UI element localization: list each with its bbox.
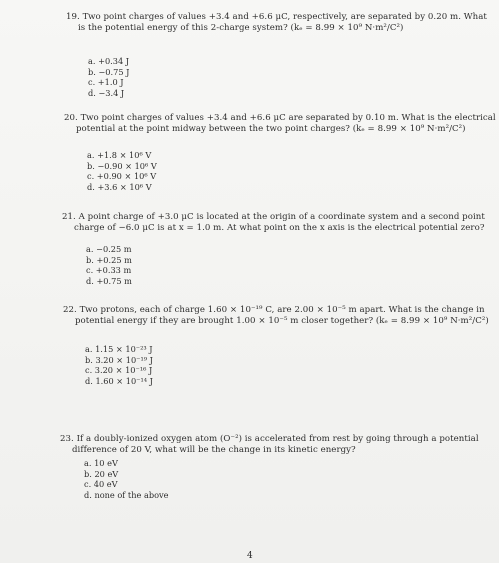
question-stem-line: 20. Two point charges of values +3.4 and +6.6 μC are separated by 0.10 m. What is the electrical	[64, 113, 496, 123]
question-stem	[63, 305, 489, 327]
question-stem	[66, 12, 487, 34]
question-stem-line: 23. If a doubly-ionized oxygen atom (O⁻²) is accelerated from rest by going through a potential	[60, 434, 479, 444]
answer-option-c[interactable]: c. +1.0 J	[88, 77, 124, 88]
answer-option-c[interactable]: c. 40 eV	[84, 479, 118, 490]
question-stem-line: difference of 20 V, what will be the change in its kinetic energy?	[72, 445, 356, 455]
question-stem-line: charge of −6.0 μC is at x = 1.0 m. At what point on the x axis is the electrical potential zero?	[74, 223, 485, 233]
question-stem-line: potential energy if they are brought 1.00 × 10⁻⁵ m closer together? (kₑ = 8.99 × 10⁹ N·m²/C²)	[75, 316, 489, 326]
question-stem-line: potential at the point midway between the two point charges? (kₑ = 8.99 × 10⁹ N·m²/C²)	[76, 124, 466, 134]
answer-option-b[interactable]: b. +0.25 m	[86, 254, 132, 265]
question-stem	[60, 434, 479, 456]
question-stem	[64, 113, 496, 135]
answer-option-b[interactable]: b. 3.20 × 10⁻¹⁹ J	[85, 354, 153, 365]
answer-option-a[interactable]: a. 1.15 × 10⁻²³ J	[85, 344, 153, 354]
answer-option-a[interactable]: a. 10 eV	[84, 458, 118, 468]
answer-options	[84, 458, 168, 500]
answer-option-d[interactable]: d. +0.75 m	[86, 275, 132, 286]
answer-options	[85, 344, 153, 386]
question-stem-line: 19. Two point charges of values +3.4 and +6.6 μC, respectively, are separated by 0.20 m. What	[66, 12, 487, 22]
answer-options	[87, 150, 157, 192]
answer-option-d[interactable]: d. 1.60 × 10⁻¹⁴ J	[85, 375, 153, 386]
answer-option-b[interactable]: b. −0.75 J	[88, 66, 130, 77]
question-stem-line: is the potential energy of this 2-charge system? (kₑ = 8.99 × 10⁹ N·m²/C²)	[78, 23, 404, 33]
answer-option-d[interactable]: d. −3.4 J	[88, 87, 125, 98]
page-number: 4	[247, 551, 253, 561]
answer-option-c[interactable]: c. +0.90 × 10⁶ V	[87, 171, 157, 182]
question-stem-line: 21. A point charge of +3.0 μC is located at the origin of a coordinate system and a second point	[62, 212, 485, 222]
answer-option-a[interactable]: a. −0.25 m	[86, 244, 132, 254]
answer-options	[88, 56, 129, 98]
answer-option-a[interactable]: a. +1.8 × 10⁶ V	[87, 150, 152, 160]
answer-option-b[interactable]: b. −0.90 × 10⁶ V	[87, 160, 157, 171]
answer-option-b[interactable]: b. 20 eV	[84, 468, 119, 479]
answer-option-a[interactable]: a. +0.34 J	[88, 56, 130, 66]
question-stem-line: 22. Two protons, each of charge 1.60 × 10⁻¹⁹ C, are 2.00 × 10⁻⁵ m apart. What is the change in	[63, 305, 485, 315]
answer-options	[86, 244, 132, 286]
answer-option-c[interactable]: c. +0.33 m	[86, 265, 132, 276]
question-stem	[62, 212, 485, 234]
answer-option-d[interactable]: d. +3.6 × 10⁶ V	[87, 181, 152, 192]
answer-option-d[interactable]: d. none of the above	[84, 489, 169, 500]
answer-option-c[interactable]: c. 3.20 × 10⁻¹⁶ J	[85, 365, 153, 376]
